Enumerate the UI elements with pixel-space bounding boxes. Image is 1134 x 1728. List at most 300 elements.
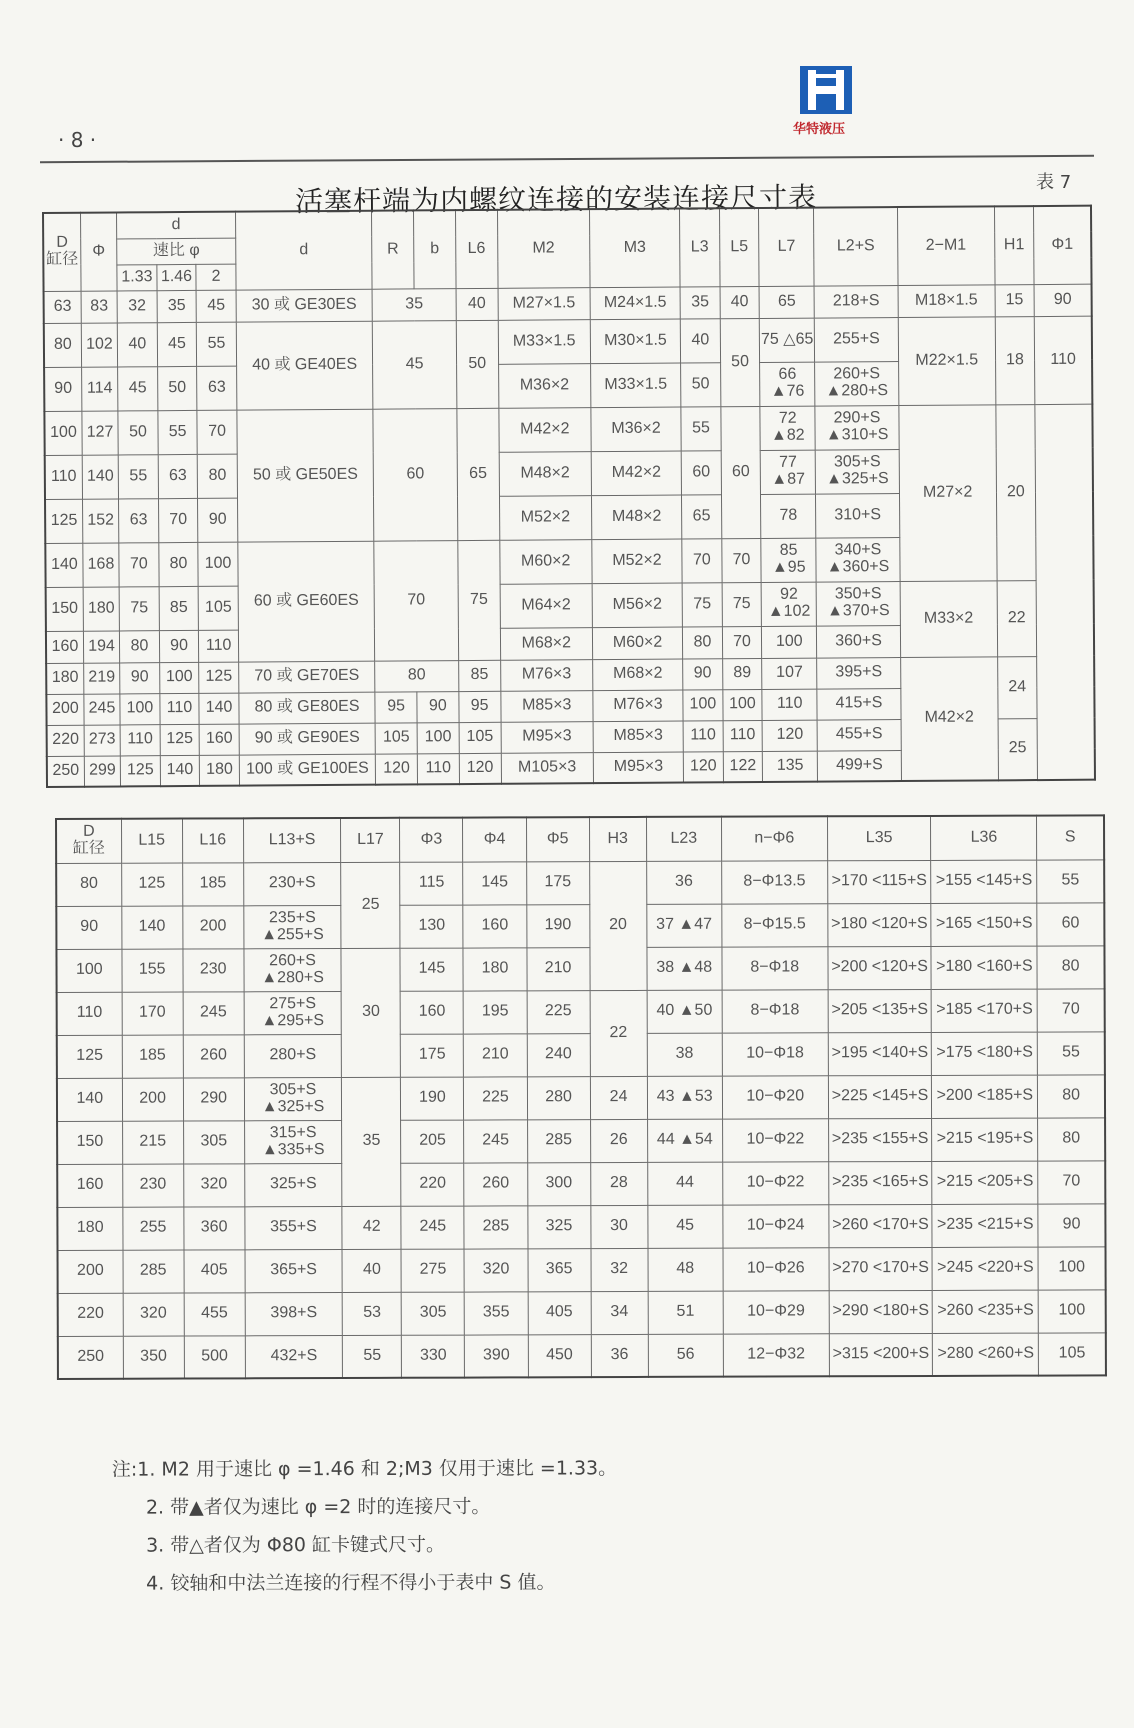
table-cell: 22 (997, 580, 1037, 656)
table-cell: 100 (56, 949, 121, 992)
table-cell: 50 (157, 366, 197, 410)
table-cell: 160 (400, 991, 463, 1034)
header-R: R (372, 210, 414, 288)
table-cell: 38 (647, 1033, 722, 1076)
table-cell: 140 (160, 755, 200, 786)
table-cell: 125 (121, 863, 182, 906)
table-cell: 120 (376, 753, 418, 784)
table-cell: 12−Φ32 (723, 1333, 829, 1376)
table-cell: M105×3 (501, 752, 594, 784)
table-cell: 72 ▲82 (760, 406, 815, 450)
table-cell: >235 <155+S (828, 1118, 932, 1161)
table-cell: >260 <170+S (829, 1204, 933, 1247)
table-cell: 255 (122, 1207, 183, 1250)
table-label: 表 7 (1036, 172, 1072, 193)
table-cell: >195 <140+S (828, 1032, 932, 1075)
table-cell: 70 (374, 540, 458, 661)
table-cell: 105 (1039, 1332, 1106, 1375)
table-cell: 70 或 GE70ES (239, 661, 376, 693)
header-bore: D 缸径 (56, 819, 121, 863)
table-cell: 110 (762, 689, 817, 720)
table-cell: 80 (56, 863, 121, 906)
table-row (56, 859, 1104, 906)
table-cell: 100 (44, 411, 82, 455)
table-cell: 55 (1037, 859, 1104, 902)
table-cell: 305+S ▲325+S (244, 1077, 342, 1120)
note-2: 2. 带▲者仅为速比 φ =2 时的连接尺寸。 (145, 1495, 491, 1519)
table-cell: 70 (682, 538, 722, 582)
header-speed-ratio: 速比 φ (117, 238, 236, 265)
table-cell: 240 (527, 1033, 590, 1076)
table-cell: >290 <180+S (829, 1290, 933, 1333)
table-cell: 310+S (816, 493, 900, 538)
header-L36: L36 (931, 816, 1037, 860)
table-cell: 230 (122, 1164, 183, 1207)
header-M1: 2−M1 (897, 206, 994, 285)
notes (112, 1449, 618, 1602)
table-cell: 50 或 GE50ES (237, 409, 374, 542)
table-cell: 102 (81, 322, 118, 366)
table-cell: 145 (463, 861, 526, 904)
table-cell: 70 (197, 410, 237, 454)
table-cell: 100 (120, 693, 160, 724)
table-cell: 75 (119, 586, 159, 630)
table-cell: M52×2 (499, 495, 592, 540)
table-cell: 90 (120, 662, 160, 693)
table-cell: 24 (590, 1076, 647, 1119)
table-cell: >235 <215+S (932, 1204, 1038, 1247)
table-cell: 22 (590, 990, 647, 1076)
table-cell: 245 (464, 1119, 527, 1162)
table-cell: 38 ▲48 (647, 947, 722, 990)
table-cell: 110 (417, 753, 459, 784)
table-cell: 305 (183, 1120, 244, 1163)
table-cell: M33×2 (900, 580, 997, 657)
table-cell: 40 (720, 286, 760, 318)
table-cell: 315+S ▲335+S (244, 1120, 342, 1163)
table-cell: 55 (343, 1335, 402, 1378)
table-cell: 365 (528, 1248, 591, 1291)
table-cell: M76×3 (500, 659, 593, 691)
table-cell: 180 (46, 663, 84, 694)
table-cell: M68×2 (593, 659, 683, 691)
table-cell: 145 (400, 948, 463, 991)
table-cell: 40 或 GE40ES (236, 321, 373, 410)
table-cell: 90 (1034, 284, 1092, 316)
note-3: 3. 带△者仅为 Φ80 缸卡键式尺寸。 (146, 1533, 446, 1557)
table-cell: 60 (1037, 902, 1104, 945)
header-ratio-2: 2 (196, 264, 236, 290)
table-cell: 65 (682, 494, 722, 538)
table-cell: 215 (122, 1121, 183, 1164)
table-cell: 42 (342, 1206, 401, 1249)
table-cell: >165 <150+S (931, 903, 1037, 946)
table-cell: 10−Φ22 (722, 1118, 828, 1161)
table-cell: 398+S (245, 1292, 343, 1335)
table-cell: 90 (683, 658, 723, 689)
header-M3: M3 (589, 209, 680, 288)
table-cell: 180 (83, 586, 120, 630)
table-cell: 65 (457, 408, 500, 540)
table-cell: M42×2 (498, 407, 591, 452)
company-name: 华特液压 (793, 122, 846, 137)
table-cell: 60 (721, 406, 761, 538)
table-cell: >200 <120+S (828, 946, 932, 989)
header-M2: M2 (497, 209, 590, 288)
table-cell: 70 (721, 538, 761, 582)
table-row (57, 1203, 1105, 1250)
table-cell: 55 (1038, 1031, 1105, 1074)
table-cell: 255+S (815, 317, 899, 362)
header-bore: D 缸径 (43, 213, 81, 291)
table-cell: M85×3 (500, 690, 593, 722)
table-cell: 455 (184, 1292, 245, 1335)
table-cell: M27×1.5 (498, 287, 591, 320)
header-phi4: Φ4 (463, 817, 526, 861)
table-cell: 90 (417, 691, 459, 722)
table-cell: 80 (198, 454, 238, 498)
table-row (58, 1246, 1106, 1293)
table-cell: 35 (680, 286, 720, 318)
table-cell: 127 (82, 410, 119, 454)
table-cell: >175 <180+S (932, 1032, 1038, 1075)
table-row (44, 404, 1092, 455)
table-cell: 85 ▲95 (761, 538, 816, 582)
table-cell: 320 (123, 1293, 184, 1336)
table-row (58, 1289, 1106, 1336)
table-cell: 90 (198, 498, 238, 542)
table-cell: 110 (683, 720, 723, 751)
table-cell: M68×2 (500, 627, 593, 660)
table-cell: 100 (417, 722, 459, 753)
table-cell: 80 (1038, 1117, 1105, 1160)
table-cell: 330 (402, 1335, 465, 1378)
table-cell: 60 (373, 408, 457, 541)
table-cell: 10−Φ29 (723, 1290, 829, 1333)
table-cell: M64×2 (500, 583, 593, 628)
table-cell: 105 (459, 722, 501, 753)
table-cell: 500 (184, 1335, 245, 1378)
table-cell: 30 (341, 948, 400, 1077)
table-cell: 230 (183, 948, 244, 991)
table-cell: 150 (46, 587, 84, 631)
table-cell: 285 (464, 1205, 527, 1248)
table-cell: 185 (182, 862, 243, 905)
table-cell: 37 ▲47 (646, 904, 721, 947)
header-L2S: L2+S (814, 207, 898, 286)
table-cell: 20 (589, 861, 646, 990)
header-L5: L5 (719, 208, 759, 286)
table-row (58, 1332, 1106, 1379)
table-cell: 25 (998, 718, 1038, 780)
table-cell: 25 (341, 862, 400, 948)
table-cell: 45 (157, 322, 197, 366)
table-row (57, 1074, 1105, 1121)
table-cell: 120 (683, 751, 723, 782)
table-cell: 8−Φ18 (722, 946, 828, 989)
table-cell: 110 (723, 720, 763, 751)
table-cell: 90 或 GE90ES (239, 723, 376, 755)
table-cell: M18×1.5 (898, 284, 995, 317)
table-cell: 219 (84, 662, 120, 693)
table-cell: >260 <235+S (933, 1290, 1039, 1333)
table-cell: 26 (590, 1119, 647, 1162)
table-cell: 100 (762, 626, 817, 658)
table-cell: 100 或 GE100ES (239, 754, 376, 786)
table-cell: 105 (198, 586, 238, 630)
table-cell: 160 (463, 904, 526, 947)
table-cell: 225 (527, 990, 590, 1033)
table-cell: 260 (464, 1162, 527, 1205)
table-row (57, 1160, 1105, 1207)
table-cell: M60×2 (499, 539, 592, 584)
table-cell: 40 ▲50 (647, 990, 722, 1033)
table-cell: 50 (720, 318, 760, 406)
table-cell: 24 (997, 656, 1037, 718)
table-cell: 499+S (818, 750, 902, 782)
table-cell: 195 (464, 990, 527, 1033)
table-cell: M95×3 (501, 721, 594, 753)
table-cell: 325+S (244, 1163, 342, 1206)
table-cell: 140 (199, 693, 239, 724)
table-cell: M42×2 (900, 656, 998, 781)
table-cell: 210 (464, 1033, 527, 1076)
header-L6: L6 (455, 210, 497, 288)
table-row (57, 1117, 1105, 1164)
table-cell: 85 (458, 660, 500, 691)
table-cell: 260+S ▲280+S (244, 948, 342, 991)
table-cell: 250 (58, 1336, 123, 1379)
table-cell: 350 (123, 1336, 184, 1379)
table-cell: M33×1.5 (591, 363, 681, 408)
table-cell: 245 (84, 693, 120, 724)
table-cell: M95×3 (593, 752, 683, 784)
table-cell: 95 (375, 691, 417, 722)
table-cell: 35 (372, 288, 456, 321)
table-cell: 160 (199, 724, 239, 755)
dimension-table-2 (55, 814, 1107, 1380)
table-cell: 455+S (817, 719, 901, 751)
table-cell: 175 (401, 1034, 464, 1077)
table-cell: 170 (122, 992, 183, 1035)
table-cell: 110 (1034, 316, 1092, 404)
table-cell: 80 (375, 660, 459, 692)
table-cell: M52×2 (592, 539, 682, 584)
table-cell: 70 (119, 542, 159, 586)
table-cell: 190 (526, 904, 589, 947)
table-row (56, 945, 1104, 992)
table-cell: 350+S ▲370+S (816, 581, 900, 626)
table-cell: 450 (528, 1334, 591, 1377)
header-H1: H1 (994, 206, 1034, 284)
table-cell: >315 <200+S (829, 1333, 933, 1376)
table-cell: 10−Φ24 (723, 1204, 829, 1247)
table-cell: 15 (995, 284, 1035, 316)
table-cell: 200 (58, 1250, 123, 1293)
table-row (56, 902, 1104, 949)
header-phi3: Φ3 (400, 818, 463, 862)
table-cell: 122 (723, 751, 763, 782)
header-L35: L35 (827, 816, 931, 860)
table-cell: 55 (118, 454, 158, 498)
table-cell: >235 <165+S (828, 1161, 932, 1204)
header-L23: L23 (646, 817, 721, 861)
table-cell: 55 (197, 322, 237, 366)
table-cell: 45 (647, 1205, 722, 1248)
table-cell: 63 (197, 366, 237, 410)
table-cell: M36×2 (498, 363, 591, 408)
table-cell: 365+S (245, 1249, 343, 1292)
table-cell: >225 <145+S (828, 1075, 932, 1118)
table-cell: 10−Φ20 (722, 1075, 828, 1118)
table-cell: 355+S (245, 1206, 343, 1249)
table-cell: 168 (83, 542, 120, 586)
table-cell: >205 <135+S (828, 989, 932, 1032)
table-cell: 50 (118, 410, 158, 454)
table-cell: >245 <220+S (932, 1247, 1038, 1290)
table-cell: 63 (44, 291, 82, 323)
table-cell: 405 (184, 1249, 245, 1292)
table-cell: 245 (183, 991, 244, 1034)
table-cell: 85 (159, 586, 199, 630)
table-cell: 325 (527, 1205, 590, 1248)
table-cell: 120 (762, 720, 817, 751)
table-cell: 44 (647, 1162, 722, 1205)
table-cell: 125 (199, 662, 239, 693)
table-cell: M60×2 (592, 627, 682, 660)
table-cell: M24×1.5 (590, 287, 680, 320)
table-cell: 32 (591, 1248, 648, 1291)
table-cell: 50 (456, 320, 498, 408)
table-cell: 300 (527, 1162, 590, 1205)
table-cell: 66 ▲76 (760, 362, 815, 406)
table-cell: 110 (160, 693, 200, 724)
header-n-phi: n−Φ6 (721, 816, 827, 860)
header-L17: L17 (341, 818, 400, 862)
table-cell: 355 (465, 1291, 528, 1334)
table-cell: 250 (47, 756, 85, 787)
table-cell: 50 (681, 362, 721, 406)
table-cell: 360+S (817, 625, 901, 658)
table-cell: 395+S (817, 657, 901, 689)
table-cell: 77 ▲87 (760, 450, 815, 494)
header-d-connection: d (235, 211, 372, 290)
table-cell: 40 (680, 318, 720, 362)
table-cell: 152 (82, 498, 119, 542)
table-cell: 30 或 GE30ES (236, 289, 373, 322)
table-cell: 63 (158, 454, 198, 498)
table-cell: 100 (723, 689, 763, 720)
table-cell: 299 (84, 755, 120, 786)
table-cell: 190 (401, 1077, 464, 1120)
header-phi: Φ (80, 212, 117, 290)
table-cell: 90 (159, 630, 199, 662)
table-cell: 120 (459, 753, 501, 784)
table-cell: 36 (591, 1334, 648, 1377)
table-cell: 78 (761, 494, 816, 538)
table-row (57, 988, 1105, 1035)
table-cell: >180 <160+S (931, 946, 1037, 989)
table-cell: 305 (402, 1292, 465, 1335)
table-cell: 80 (44, 323, 82, 367)
table-cell: 114 (81, 366, 118, 410)
table-cell: >170 <115+S (827, 860, 931, 903)
table-cell: 415+S (817, 688, 901, 720)
table-cell: 280+S (244, 1034, 342, 1077)
table-cell: >270 <170+S (829, 1247, 933, 1290)
table-cell: 140 (57, 1078, 122, 1121)
table-cell: 245 (401, 1206, 464, 1249)
table-cell: M56×2 (592, 583, 682, 628)
table-cell: >155 <145+S (931, 860, 1037, 903)
header-ratio-146: 1.46 (157, 264, 197, 290)
table-cell: 56 (648, 1334, 723, 1377)
table-cell: M22×1.5 (898, 316, 995, 405)
table-cell: 405 (528, 1291, 591, 1334)
table-cell: >215 <195+S (932, 1118, 1038, 1161)
table-cell: 125 (57, 1035, 122, 1078)
table-cell: 40 (342, 1249, 401, 1292)
table-cell: 100 (1038, 1246, 1105, 1289)
table-cell: 235+S ▲255+S (244, 905, 342, 948)
header-L13S: L13+S (243, 818, 341, 862)
table-cell: 10−Φ18 (722, 1032, 828, 1075)
table-cell: 70 (722, 626, 762, 658)
table-cell: 125 (120, 755, 160, 786)
table-cell: 60 (681, 450, 721, 494)
header-rule (40, 155, 1094, 163)
table-cell: 55 (681, 406, 721, 450)
table-row (46, 656, 1094, 694)
table-cell: 115 (400, 862, 463, 905)
table-cell: 70 (158, 498, 198, 542)
table-cell: 220 (401, 1163, 464, 1206)
table-cell: 40 (117, 322, 157, 366)
table-cell: 80 或 GE80ES (239, 692, 376, 724)
table-cell: 290+S ▲310+S (815, 405, 899, 450)
table-cell: M85×3 (593, 721, 683, 753)
table-cell: 92 ▲102 (761, 582, 816, 626)
note-4: 4. 铰轴和中法兰连接的行程不得小于表中 S 值。 (146, 1571, 556, 1595)
header-L15: L15 (121, 819, 182, 863)
table-cell: 225 (464, 1076, 527, 1119)
table-cell: 275 (401, 1249, 464, 1292)
table-cell: M48×2 (591, 495, 681, 540)
page-title: 活塞杆端为内螺纹连接的安装连接尺寸表 (294, 180, 818, 219)
table-cell: 125 (160, 724, 200, 755)
table-cell: 180 (200, 755, 240, 786)
table-cell: 8−Φ18 (722, 989, 828, 1032)
table-row (44, 316, 1092, 367)
table-cell: >180 <120+S (827, 903, 931, 946)
header-H3: H3 (589, 817, 646, 861)
table-cell: 305+S ▲325+S (815, 449, 899, 494)
header-phi1: Φ1 (1034, 206, 1092, 284)
table-cell: 10−Φ22 (723, 1161, 829, 1204)
table-cell: 285 (123, 1250, 184, 1293)
header-L3: L3 (680, 208, 720, 286)
table-cell: 100 (683, 689, 723, 720)
table-cell: 45 (118, 366, 158, 410)
table-cell: 8−Φ15.5 (722, 903, 828, 946)
table-cell: 95 (459, 691, 501, 722)
table-cell: 65 (759, 286, 814, 318)
table-cell: 53 (343, 1292, 402, 1335)
table-cell: >280 <260+S (933, 1333, 1039, 1376)
table-cell: 48 (648, 1248, 723, 1291)
table-cell: 107 (762, 658, 817, 689)
table-row (57, 1031, 1105, 1078)
